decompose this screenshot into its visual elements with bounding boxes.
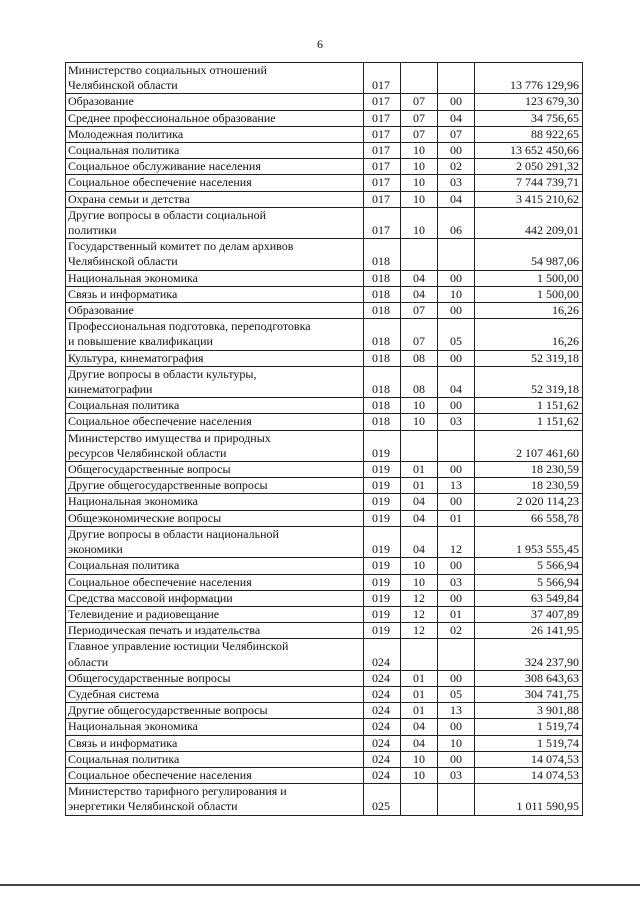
row-name-cell: [66, 143, 364, 159]
amount-cell: 1 519,74: [475, 719, 583, 735]
row-name-cell: [66, 639, 364, 670]
table-row: [66, 398, 583, 414]
subsection-code-cell: 10: [438, 735, 475, 751]
table-row: [66, 623, 583, 639]
section-code-cell: 04: [401, 494, 438, 510]
table-row: [66, 286, 583, 302]
amount-cell: 1 151,62: [475, 398, 583, 414]
department-code-cell: 017: [364, 159, 401, 175]
row-name-line: Челябинской области: [68, 254, 178, 269]
subsection-code-cell: 00: [438, 494, 475, 510]
table-row: [66, 303, 583, 319]
amount-cell: 1 953 555,45: [475, 526, 583, 557]
row-name-line: Связь и информатика: [68, 286, 178, 301]
subsection-code-cell: [438, 63, 475, 94]
department-code-cell: 017: [364, 94, 401, 110]
row-name-line: кинематографии: [68, 382, 153, 397]
section-code-cell: [401, 239, 438, 270]
row-name-line: Социальное обслуживание населения: [68, 159, 261, 174]
amount-cell: 123 679,30: [475, 94, 583, 110]
table-row: [66, 126, 583, 142]
subsection-code-cell: 00: [438, 719, 475, 735]
row-name-line: Телевидение и радиовещание: [68, 606, 220, 621]
amount-cell: 13 776 129,96: [475, 63, 583, 94]
table-row: [66, 784, 583, 815]
section-code-cell: 01: [401, 686, 438, 702]
row-name-line: Средства массовой информации: [68, 590, 233, 605]
section-code-cell: 07: [401, 303, 438, 319]
section-code-cell: 12: [401, 590, 438, 606]
section-code-cell: 07: [401, 319, 438, 350]
row-name-line: энергетики Челябинской области: [68, 799, 238, 814]
department-code-cell: 018: [364, 350, 401, 366]
row-name-line: Общегосударственные вопросы: [68, 670, 231, 685]
table-row: [66, 510, 583, 526]
row-name-line: Социальная политика: [68, 398, 180, 413]
section-code-cell: 10: [401, 558, 438, 574]
row-name-cell: [66, 590, 364, 606]
section-code-cell: 01: [401, 478, 438, 494]
subsection-code-cell: 10: [438, 286, 475, 302]
department-code-cell: 018: [364, 319, 401, 350]
table-row: [66, 558, 583, 574]
amount-cell: 2 020 114,23: [475, 494, 583, 510]
row-name-cell: [66, 63, 364, 94]
amount-cell: 5 566,94: [475, 574, 583, 590]
bottom-scan-edge: [0, 884, 640, 886]
subsection-code-cell: [438, 784, 475, 815]
subsection-code-cell: 01: [438, 606, 475, 622]
department-code-cell: 017: [364, 126, 401, 142]
section-code-cell: 04: [401, 735, 438, 751]
amount-cell: 16,26: [475, 319, 583, 350]
row-name-cell: [66, 366, 364, 397]
subsection-code-cell: 00: [438, 670, 475, 686]
section-code-cell: 01: [401, 703, 438, 719]
department-code-cell: 019: [364, 462, 401, 478]
amount-cell: 7 744 739,71: [475, 175, 583, 191]
department-code-cell: 024: [364, 686, 401, 702]
section-code-cell: 10: [401, 767, 438, 783]
section-code-cell: 10: [401, 414, 438, 430]
amount-cell: 1 500,00: [475, 270, 583, 286]
department-code-cell: 018: [364, 239, 401, 270]
subsection-code-cell: 00: [438, 558, 475, 574]
department-code-cell: 017: [364, 63, 401, 94]
table-row: [66, 430, 583, 461]
amount-cell: 442 209,01: [475, 207, 583, 238]
section-code-cell: 12: [401, 606, 438, 622]
row-name-line: Социальная политика: [68, 751, 180, 766]
row-name-line: Социальное обеспечение населения: [68, 175, 252, 190]
table-row: [66, 526, 583, 557]
subsection-code-cell: 05: [438, 686, 475, 702]
table-row: [66, 319, 583, 350]
row-name-cell: [66, 126, 364, 142]
amount-cell: 304 741,75: [475, 686, 583, 702]
row-name-line: Другие общегосударственные вопросы: [68, 478, 268, 493]
row-name-line: экономики: [68, 542, 123, 557]
row-name-line: Социальное обеспечение населения: [68, 414, 252, 429]
section-code-cell: [401, 430, 438, 461]
department-code-cell: 017: [364, 143, 401, 159]
row-name-cell: [66, 478, 364, 494]
section-code-cell: 07: [401, 110, 438, 126]
subsection-code-cell: 02: [438, 159, 475, 175]
row-name-cell: [66, 703, 364, 719]
department-code-cell: 019: [364, 623, 401, 639]
row-name-line: ресурсов Челябинской области: [68, 445, 227, 460]
subsection-code-cell: 04: [438, 366, 475, 397]
row-name-cell: [66, 784, 364, 815]
row-name-line: Судебная система: [68, 686, 160, 701]
row-name-cell: [66, 606, 364, 622]
row-name-line: Главное управление юстиции Челябинской: [68, 639, 289, 654]
section-code-cell: 12: [401, 623, 438, 639]
subsection-code-cell: 07: [438, 126, 475, 142]
row-name-line: Связь и информатика: [68, 735, 178, 750]
amount-cell: 308 643,63: [475, 670, 583, 686]
section-code-cell: 10: [401, 143, 438, 159]
section-code-cell: [401, 784, 438, 815]
subsection-code-cell: [438, 430, 475, 461]
amount-cell: 52 319,18: [475, 366, 583, 397]
table-row: [66, 767, 583, 783]
row-name-cell: [66, 270, 364, 286]
section-code-cell: 07: [401, 94, 438, 110]
section-code-cell: 10: [401, 751, 438, 767]
department-code-cell: 024: [364, 767, 401, 783]
row-name-line: Культура, кинематография: [68, 350, 204, 365]
amount-cell: 2 050 291,32: [475, 159, 583, 175]
row-name-cell: [66, 719, 364, 735]
row-name-cell: [66, 159, 364, 175]
section-code-cell: [401, 639, 438, 670]
row-name-line: Национальная экономика: [68, 494, 198, 509]
department-code-cell: 019: [364, 494, 401, 510]
row-name-cell: [66, 510, 364, 526]
department-code-cell: 017: [364, 175, 401, 191]
amount-cell: 66 558,78: [475, 510, 583, 526]
department-code-cell: 024: [364, 719, 401, 735]
subsection-code-cell: 01: [438, 510, 475, 526]
row-name-cell: [66, 94, 364, 110]
table-row: [66, 94, 583, 110]
subsection-code-cell: 00: [438, 462, 475, 478]
row-name-line: Государственный комитет по делам архивов: [68, 239, 294, 254]
subsection-code-cell: 03: [438, 574, 475, 590]
section-code-cell: 04: [401, 510, 438, 526]
section-code-cell: 04: [401, 270, 438, 286]
subsection-code-cell: 06: [438, 207, 475, 238]
department-code-cell: 018: [364, 303, 401, 319]
amount-cell: 16,26: [475, 303, 583, 319]
subsection-code-cell: 13: [438, 478, 475, 494]
table-row: [66, 366, 583, 397]
row-name-line: Общеэкономические вопросы: [68, 510, 222, 525]
row-name-cell: [66, 191, 364, 207]
row-name-cell: [66, 751, 364, 767]
department-code-cell: 019: [364, 558, 401, 574]
department-code-cell: 025: [364, 784, 401, 815]
subsection-code-cell: 00: [438, 94, 475, 110]
row-name-cell: [66, 350, 364, 366]
row-name-line: Образование: [68, 94, 134, 109]
department-code-cell: 018: [364, 270, 401, 286]
table-row: [66, 703, 583, 719]
subsection-code-cell: 13: [438, 703, 475, 719]
row-name-cell: [66, 670, 364, 686]
subsection-code-cell: 03: [438, 175, 475, 191]
amount-cell: 13 652 450,66: [475, 143, 583, 159]
row-name-line: Другие вопросы в области национальной: [68, 526, 279, 541]
row-name-line: Другие вопросы в области социальной: [68, 207, 267, 222]
department-code-cell: 018: [364, 366, 401, 397]
amount-cell: 1 151,62: [475, 414, 583, 430]
amount-cell: 2 107 461,60: [475, 430, 583, 461]
table-row: [66, 63, 583, 94]
department-code-cell: 017: [364, 207, 401, 238]
subsection-code-cell: 03: [438, 414, 475, 430]
row-name-line: Молодежная политика: [68, 126, 184, 141]
table-row: [66, 207, 583, 238]
row-name-line: Общегосударственные вопросы: [68, 462, 231, 477]
table-row: [66, 143, 583, 159]
row-name-cell: [66, 303, 364, 319]
section-code-cell: 04: [401, 719, 438, 735]
subsection-code-cell: 00: [438, 303, 475, 319]
subsection-code-cell: 00: [438, 143, 475, 159]
row-name-cell: [66, 494, 364, 510]
department-code-cell: 018: [364, 398, 401, 414]
row-name-cell: [66, 574, 364, 590]
subsection-code-cell: 00: [438, 590, 475, 606]
table-row: [66, 590, 583, 606]
table-row: [66, 639, 583, 670]
department-code-cell: 019: [364, 478, 401, 494]
table-row: [66, 606, 583, 622]
row-name-line: области: [68, 654, 109, 669]
row-name-line: Охрана семьи и детства: [68, 191, 190, 206]
table-row: [66, 735, 583, 751]
row-name-line: Министерство имущества и природных: [68, 430, 271, 445]
row-name-cell: [66, 767, 364, 783]
amount-cell: 52 319,18: [475, 350, 583, 366]
subsection-code-cell: [438, 639, 475, 670]
row-name-cell: [66, 686, 364, 702]
department-code-cell: 017: [364, 191, 401, 207]
table-row: [66, 686, 583, 702]
table-row: [66, 191, 583, 207]
row-name-line: Образование: [68, 303, 134, 318]
row-name-line: Другие общегосударственные вопросы: [68, 703, 268, 718]
department-code-cell: 024: [364, 639, 401, 670]
amount-cell: 14 074,53: [475, 751, 583, 767]
department-code-cell: 019: [364, 574, 401, 590]
department-code-cell: 018: [364, 286, 401, 302]
section-code-cell: 08: [401, 366, 438, 397]
amount-cell: 3 901,88: [475, 703, 583, 719]
department-code-cell: 019: [364, 430, 401, 461]
department-code-cell: 019: [364, 526, 401, 557]
budget-table: [65, 62, 583, 816]
row-name-line: Национальная экономика: [68, 270, 198, 285]
row-name-line: Министерство тарифного регулирования и: [68, 784, 287, 799]
amount-cell: 324 237,90: [475, 639, 583, 670]
row-name-cell: [66, 414, 364, 430]
amount-cell: 1 500,00: [475, 286, 583, 302]
section-code-cell: 10: [401, 207, 438, 238]
row-name-line: Челябинской области: [68, 78, 178, 93]
table-row: [66, 175, 583, 191]
subsection-code-cell: 02: [438, 623, 475, 639]
subsection-code-cell: 00: [438, 398, 475, 414]
row-name-cell: [66, 239, 364, 270]
row-name-cell: [66, 319, 364, 350]
subsection-code-cell: 05: [438, 319, 475, 350]
amount-cell: 63 549,84: [475, 590, 583, 606]
department-code-cell: 024: [364, 670, 401, 686]
subsection-code-cell: [438, 239, 475, 270]
row-name-cell: [66, 207, 364, 238]
section-code-cell: 10: [401, 398, 438, 414]
row-name-line: Социальная политика: [68, 558, 180, 573]
amount-cell: 37 407,89: [475, 606, 583, 622]
section-code-cell: 10: [401, 175, 438, 191]
budget-table-body: [66, 63, 583, 816]
row-name-line: и повышение квалификации: [68, 334, 213, 349]
amount-cell: 88 922,65: [475, 126, 583, 142]
section-code-cell: 04: [401, 286, 438, 302]
amount-cell: 5 566,94: [475, 558, 583, 574]
page-number: 6: [317, 37, 323, 51]
amount-cell: 1 011 590,95: [475, 784, 583, 815]
row-name-line: Профессиональная подготовка, переподготовка: [68, 319, 311, 334]
row-name-cell: [66, 623, 364, 639]
row-name-cell: [66, 526, 364, 557]
row-name-line: Периодическая печать и издательства: [68, 623, 261, 638]
row-name-cell: [66, 558, 364, 574]
table-row: [66, 270, 583, 286]
table-row: [66, 574, 583, 590]
subsection-code-cell: 12: [438, 526, 475, 557]
section-code-cell: 10: [401, 574, 438, 590]
row-name-cell: [66, 110, 364, 126]
row-name-cell: [66, 735, 364, 751]
department-code-cell: 019: [364, 590, 401, 606]
row-name-line: Социальное обеспечение населения: [68, 767, 252, 782]
subsection-code-cell: 00: [438, 270, 475, 286]
row-name-line: Среднее профессиональное образование: [68, 110, 276, 125]
amount-cell: 18 230,59: [475, 462, 583, 478]
section-code-cell: 07: [401, 126, 438, 142]
amount-cell: 26 141,95: [475, 623, 583, 639]
amount-cell: 18 230,59: [475, 478, 583, 494]
subsection-code-cell: 00: [438, 751, 475, 767]
section-code-cell: 01: [401, 670, 438, 686]
subsection-code-cell: 00: [438, 350, 475, 366]
table-row: [66, 414, 583, 430]
row-name-line: Другие вопросы в области культуры,: [68, 366, 257, 381]
section-code-cell: 08: [401, 350, 438, 366]
table-row: [66, 239, 583, 270]
amount-cell: 14 074,53: [475, 767, 583, 783]
amount-cell: 1 519,74: [475, 735, 583, 751]
row-name-cell: [66, 286, 364, 302]
department-code-cell: 024: [364, 703, 401, 719]
row-name-cell: [66, 175, 364, 191]
table-row: [66, 719, 583, 735]
section-code-cell: 10: [401, 191, 438, 207]
table-row: [66, 670, 583, 686]
section-code-cell: [401, 63, 438, 94]
section-code-cell: 01: [401, 462, 438, 478]
table-row: [66, 110, 583, 126]
department-code-cell: 019: [364, 510, 401, 526]
row-name-line: Национальная экономика: [68, 719, 198, 734]
subsection-code-cell: 04: [438, 110, 475, 126]
row-name-line: Социальное обеспечение населения: [68, 574, 252, 589]
department-code-cell: 019: [364, 606, 401, 622]
department-code-cell: 024: [364, 751, 401, 767]
table-row: [66, 462, 583, 478]
amount-cell: 3 415 210,62: [475, 191, 583, 207]
table-row: [66, 159, 583, 175]
table-row: [66, 494, 583, 510]
table-row: [66, 350, 583, 366]
row-name-line: Социальная политика: [68, 143, 180, 158]
subsection-code-cell: 04: [438, 191, 475, 207]
section-code-cell: 04: [401, 526, 438, 557]
row-name-line: политики: [68, 223, 117, 238]
row-name-cell: [66, 462, 364, 478]
row-name-cell: [66, 430, 364, 461]
amount-cell: 34 756,65: [475, 110, 583, 126]
table-row: [66, 751, 583, 767]
department-code-cell: 018: [364, 414, 401, 430]
amount-cell: 54 987,06: [475, 239, 583, 270]
department-code-cell: 017: [364, 110, 401, 126]
row-name-line: Министерство социальных отношений: [68, 63, 267, 77]
table-row: [66, 478, 583, 494]
row-name-cell: [66, 398, 364, 414]
subsection-code-cell: 03: [438, 767, 475, 783]
department-code-cell: 024: [364, 735, 401, 751]
section-code-cell: 10: [401, 159, 438, 175]
